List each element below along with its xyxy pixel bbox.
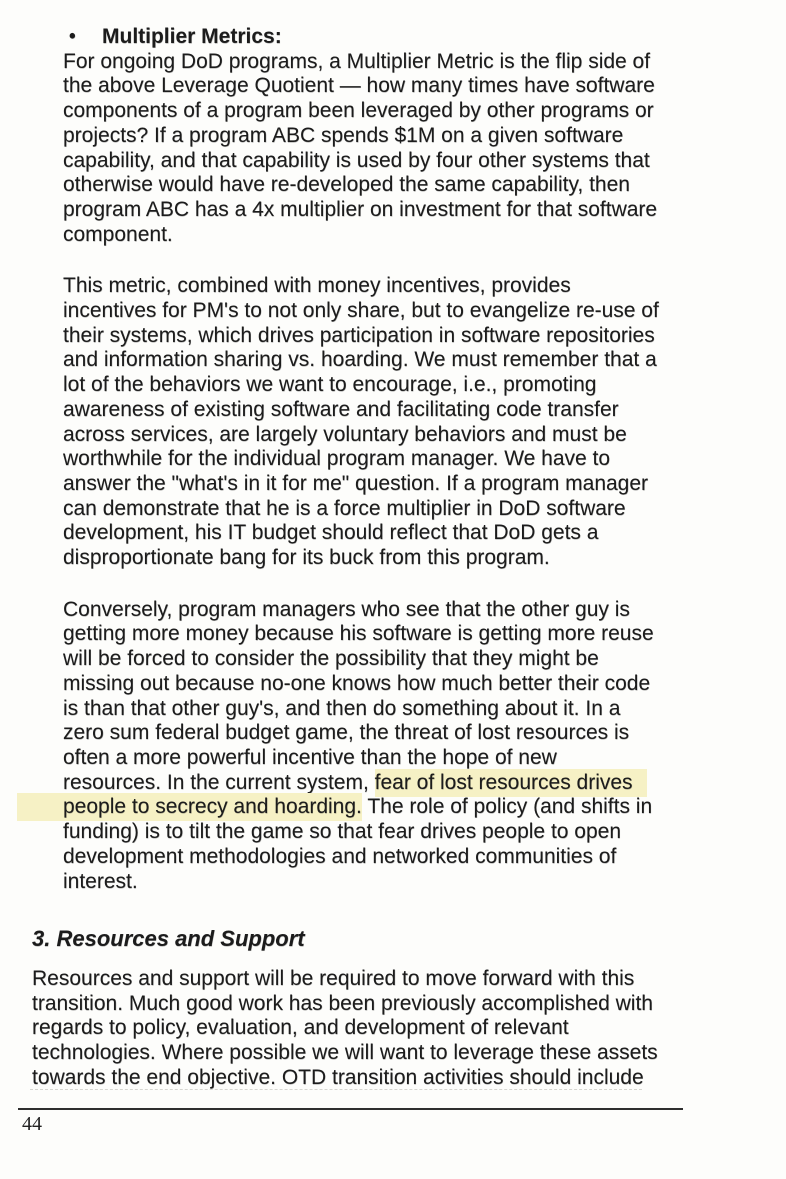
paragraph xyxy=(63,50,703,248)
bullet-item-label: Multiplier Metrics: xyxy=(102,25,282,48)
text-line: the above Leverage Quotient — how many times have software xyxy=(63,74,655,98)
text-line xyxy=(63,795,703,820)
paragraph xyxy=(63,598,703,894)
text-line: zero sum federal budget game, the threat of lost resources is xyxy=(63,721,630,745)
paragraph xyxy=(32,967,752,1091)
text-line: component. xyxy=(63,222,173,246)
text-line: often a more powerful incentive than the hope of new xyxy=(63,745,557,769)
text-line: projects? If a program ABC spends $1M on a given software xyxy=(63,123,624,147)
text-line: development methodologies and networked communities of xyxy=(63,844,617,868)
text-line: program ABC has a 4x multiplier on investment for that software xyxy=(63,197,658,221)
text-line: capability, and that capability is used by four other systems that xyxy=(63,148,650,172)
text-line: incentives for PM's to not only share, but to evangelize re-use of xyxy=(63,299,659,323)
text-line: funding) is to tilt the game so that fear drives people to open xyxy=(63,820,622,844)
text-line: otherwise would have re-developed the same capability, then xyxy=(63,173,630,197)
text-line: technologies. Where possible we will want to leverage these assets xyxy=(32,1041,658,1065)
text-line: transition. Much good work has been previously accomplished with xyxy=(32,991,653,1015)
text-line: towards the end objective. OTD transition activities should include xyxy=(32,1065,644,1089)
page-number: 44 xyxy=(22,1113,42,1135)
text-line: their systems, which drives participation in software repositories xyxy=(63,323,655,347)
scan-artifact-line xyxy=(30,1089,642,1090)
text-line: development, his IT budget should reflect that DoD gets a xyxy=(63,521,599,545)
highlighted-text: fear of lost resources drives xyxy=(375,769,647,797)
text-line: interest. xyxy=(63,869,138,893)
text-line: answer the "what's in it for me" question. If a program manager xyxy=(63,471,649,495)
section-heading: 3. Resources and Support xyxy=(32,926,305,951)
text-line: This metric, combined with money incentives, provides xyxy=(63,274,571,298)
text-line: regards to policy, evaluation, and development of relevant xyxy=(32,1016,569,1040)
highlighted-text: people to secrecy and hoarding. xyxy=(17,793,362,821)
page-footer xyxy=(0,1089,786,1136)
text-line: Resources and support will be required to move forward with this xyxy=(32,967,635,990)
text-line: missing out because no-one knows how much better their code xyxy=(63,671,651,695)
bottom-section xyxy=(32,926,752,1091)
text-line: For ongoing DoD programs, a Multiplier Metric is the flip side of xyxy=(63,49,651,73)
text-line xyxy=(63,771,703,796)
text-line: awareness of existing software and facilitating code transfer xyxy=(63,397,619,421)
text-line: will be forced to consider the possibility that they might be xyxy=(63,647,599,671)
text-line: and information sharing vs. hoarding. We must remember that a xyxy=(63,348,657,372)
text-line: lot of the behaviors we want to encourage, i.e., promoting xyxy=(63,373,597,397)
bullet-item xyxy=(63,25,703,50)
bullet-icon: • xyxy=(69,26,76,47)
text-line: worthwhile for the individual program manager. We have to xyxy=(63,447,611,471)
text-line: disproportionate bang for its buck from this program. xyxy=(63,546,550,570)
text-line: Conversely, program managers who see that the other guy is xyxy=(63,597,630,621)
bullet-section xyxy=(63,25,703,894)
footer-rule xyxy=(18,1108,683,1110)
text-segment: resources. In the current system, xyxy=(63,770,375,794)
text-segment: The role of policy (and shifts in xyxy=(361,795,653,819)
text-line: across services, are largely voluntary behaviors and must be xyxy=(63,422,627,446)
text-line: getting more money because his software is getting more reuse xyxy=(63,622,654,646)
text-line: components of a program been leveraged by other programs or xyxy=(63,99,654,123)
paragraph xyxy=(63,274,703,570)
text-line: is than that other guy's, and then do something about it. In a xyxy=(63,696,621,720)
text-line: can demonstrate that he is a force multiplier in DoD software xyxy=(63,496,626,520)
